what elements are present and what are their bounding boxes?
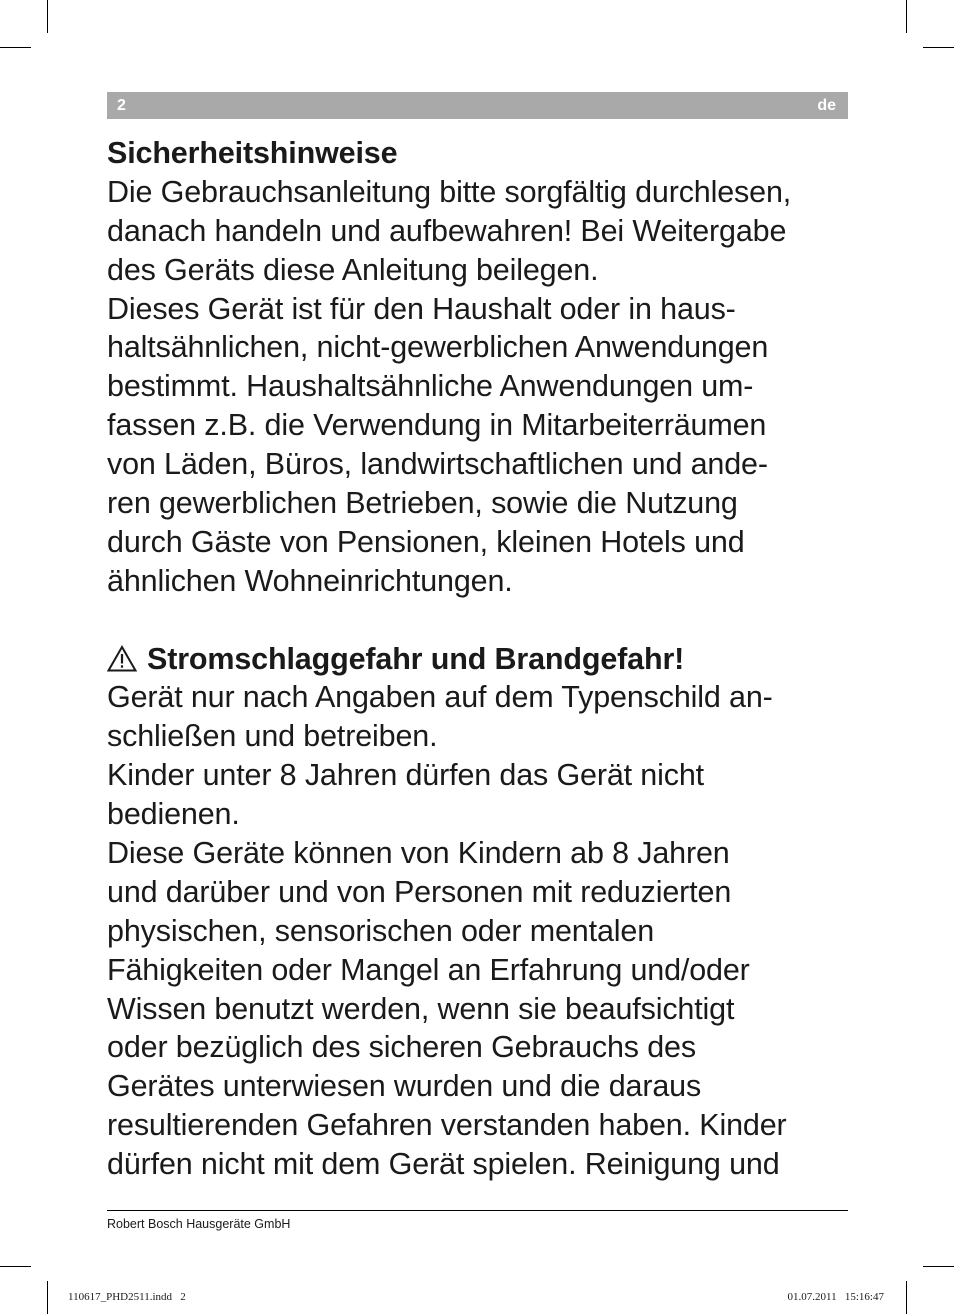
paragraph-line: physischen, sensorischen oder mentalen	[107, 913, 655, 948]
paragraph-line: dürfen nicht mit dem Gerät spielen. Reinigung und	[107, 1147, 780, 1182]
paragraph-line: von Läden, Büros, landwirtschaftlichen und ande-	[107, 447, 768, 482]
paragraph-line: haltsähnlichen, nicht-gewerblichen Anwendungen	[107, 330, 769, 365]
warning-heading-text: Stromschlaggefahr und Brandgefahr!	[147, 641, 685, 676]
paragraph-line: schließen und betreiben.	[107, 719, 438, 754]
paragraph-line: und darüber und von Personen mit reduzierten	[107, 874, 732, 909]
document-body	[107, 134, 852, 1184]
language-code: de	[817, 97, 836, 114]
slug-datetime: 01.07.2011 15:16:47	[787, 1291, 884, 1303]
paragraph-line: Gerät nur nach Angaben auf dem Typenschild an-	[107, 680, 773, 715]
paragraph-line: Gerätes unterwiesen wurden und die daraus	[107, 1069, 702, 1104]
footer-divider	[107, 1210, 848, 1211]
paragraph-line: oder bezüglich des sicheren Gebrauchs des	[107, 1030, 696, 1065]
paragraph-line: durch Gäste von Pensionen, kleinen Hotels und	[107, 524, 745, 559]
slug-file: 110617_PHD2511.indd 2	[68, 1291, 186, 1303]
crop-mark	[923, 1266, 954, 1267]
paragraph-line: Fähigkeiten oder Mangel an Erfahrung und/oder	[107, 952, 750, 987]
paragraph-line: danach handeln und aufbewahren! Bei Weitergabe	[107, 213, 787, 248]
crop-mark	[0, 47, 31, 48]
paragraph-line: bedienen.	[107, 797, 240, 832]
crop-mark	[0, 1266, 31, 1267]
page-number: 2	[117, 97, 126, 114]
crop-mark	[906, 1281, 907, 1314]
crop-mark	[923, 47, 954, 48]
paragraph-line: Diese Geräte können von Kindern ab 8 Jahren	[107, 836, 730, 871]
paragraph-line: ähnlichen Wohneinrichtungen.	[107, 563, 513, 598]
paragraph-line: Dieses Gerät ist für den Haushalt oder in haus-	[107, 291, 736, 326]
paragraph-line: des Geräts diese Anleitung beilegen.	[107, 252, 599, 287]
warning-heading	[107, 640, 852, 679]
crop-mark	[47, 0, 48, 33]
section-heading: Sicherheitshinweise	[107, 136, 398, 170]
header-bar	[107, 92, 848, 119]
blank-line	[107, 601, 852, 640]
paragraph-line: Wissen benutzt werden, wenn sie beaufsichtigt	[107, 991, 735, 1026]
paragraph-line: ren gewerblichen Betrieben, sowie die Nutzung	[107, 486, 738, 521]
paragraph-line: resultierenden Gefahren verstanden haben. Kinder	[107, 1108, 787, 1143]
crop-mark	[906, 0, 907, 33]
paragraph-line: bestimmt. Haushaltsähnliche Anwendungen um-	[107, 369, 754, 404]
footer-company: Robert Bosch Hausgeräte GmbH	[107, 1217, 291, 1231]
paragraph-line: fassen z.B. die Verwendung in Mitarbeiterräumen	[107, 408, 767, 443]
warning-triangle-icon	[107, 645, 137, 672]
crop-mark	[47, 1281, 48, 1314]
paragraph-line: Kinder unter 8 Jahren dürfen das Gerät nicht	[107, 758, 704, 793]
paragraph-line: Die Gebrauchsanleitung bitte sorgfältig durchlesen,	[107, 174, 792, 209]
